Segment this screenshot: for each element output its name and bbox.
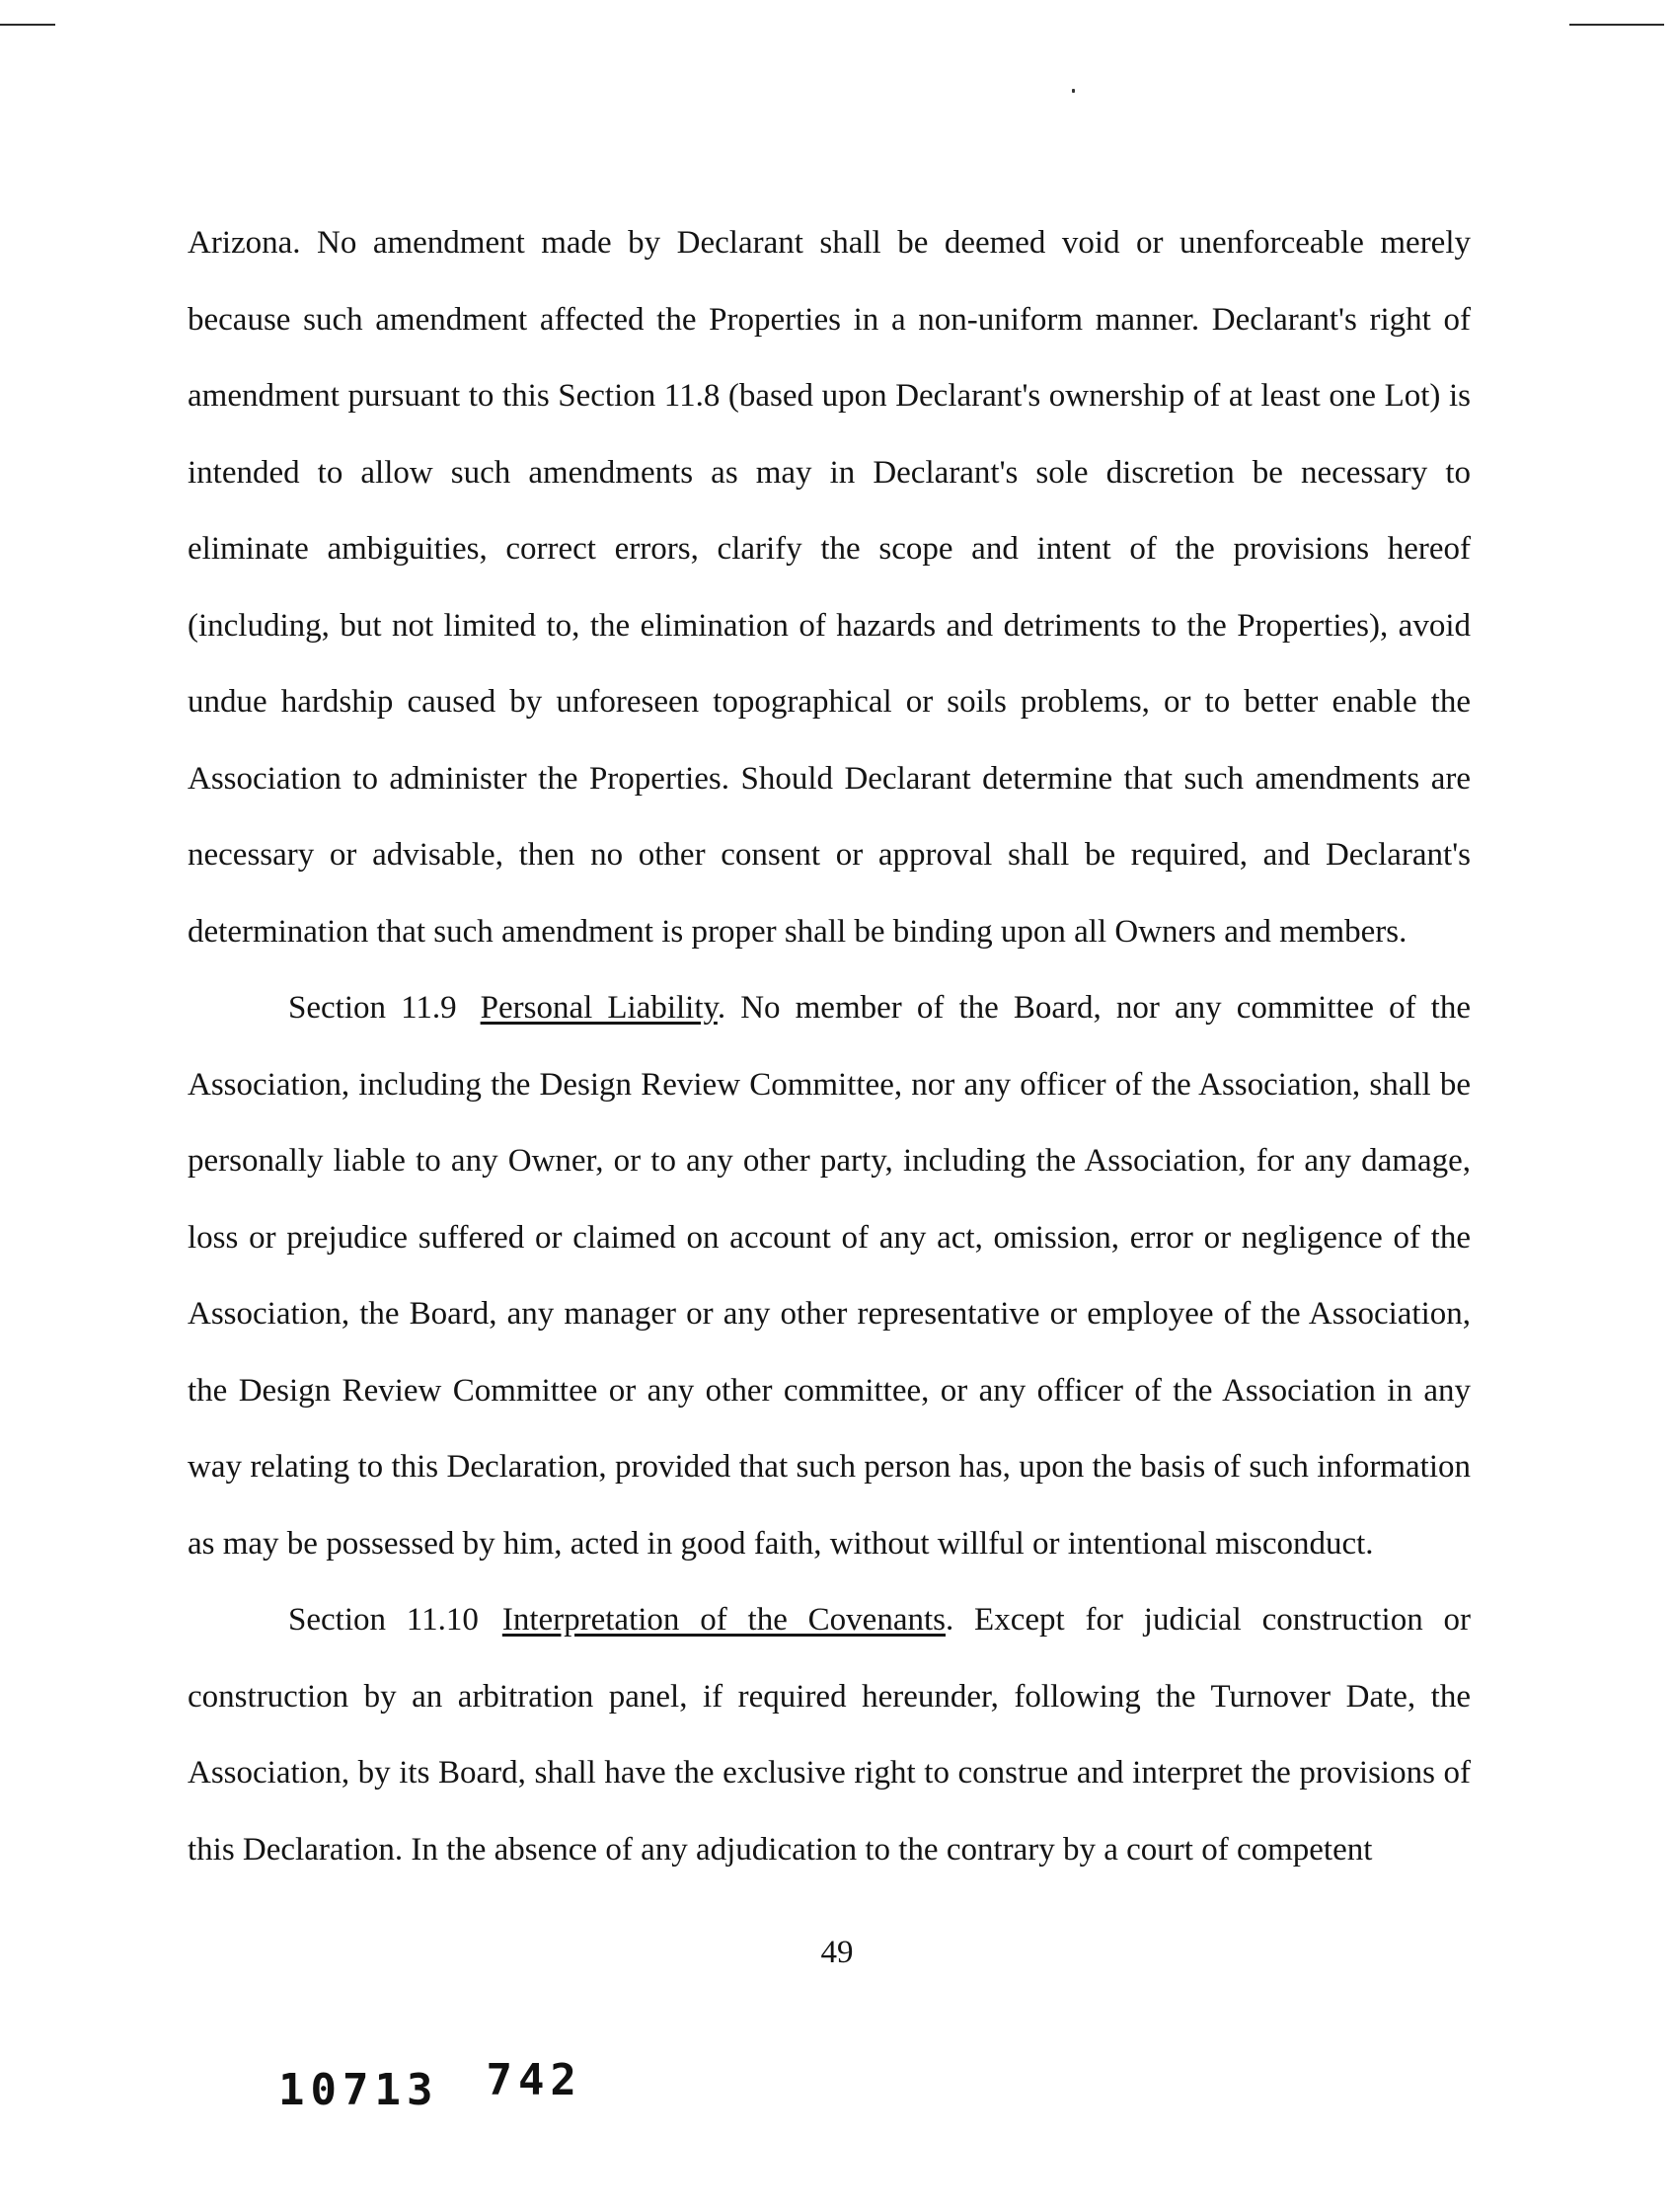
- section-number: Section 11.9: [288, 990, 457, 1026]
- paragraph-section-11-9: [188, 970, 1471, 1582]
- paragraph-text: . No member of the Board, nor any committee of the Association, including the Design Review Committee, nor any officer of the Association, shall be personally liable to any Owner, or to any other party, including the Association, for any damage, loss or prejudice suffered or claimed on account of any act, omission, error or negligence of the Association, the Board, any manager or any other representative or employee of the Association, the Design Review Committee or any other committee, or any officer of the Association in any way relating to this Declaration, provided that such person has, upon the basis of such information as may be possessed by him, acted in good faith, without willful or intentional misconduct.: [188, 990, 1471, 1562]
- recording-stamp: [278, 2055, 582, 2115]
- paragraph-text: . Except for judicial construction or construction by an arbitration panel, if required hereunder, following the Turnover Date, the Association, by its Board, shall have the exclusive right to construe and interpret the provisions of this Declaration. In the absence of any adjudication to the contrary by a court of competent: [188, 1602, 1472, 1868]
- page-number: 49: [820, 1935, 854, 1970]
- recording-book-number: 10713: [278, 2065, 439, 2115]
- section-number: Section 11.10: [288, 1602, 479, 1638]
- paragraph-text: Arizona. No amendment made by Declarant shall be deemed void or unenforceable merely because such amendment affected the Properties in a non-uniform manner. Declarant's right of amendment pursuant to this Section 11.8 (based upon Declarant's ownership of at least one Lot) is intended to allow such amendments as may in Declarant's sole discretion be necessary to eliminate ambiguities, correct errors, clarify the scope and intent of the provisions hereof (including, but not limited to, the elimination of hazards and detriments to the Properties), avoid undue hardship caused by unforeseen topographical or soils problems, or to better enable the Association to administer the Properties. Should Declarant determine that such amendments are necessary or advisable, then no other consent or approval shall be required, and Declarant's determination that such amendment is proper shall be binding upon all Owners and members.: [188, 225, 1471, 950]
- section-title: Interpretation of the Covenants: [501, 1602, 946, 1638]
- document-body: [188, 205, 1471, 1888]
- paragraph-continuation: [188, 205, 1471, 970]
- paragraph-section-11-10: [188, 1582, 1471, 1888]
- section-title: Personal Liability: [480, 990, 718, 1026]
- scan-edge-mark-left: [0, 24, 55, 26]
- scan-edge-mark-right: [1569, 24, 1664, 26]
- recording-page-number: 742: [486, 2055, 582, 2105]
- scan-speck: [1072, 89, 1075, 93]
